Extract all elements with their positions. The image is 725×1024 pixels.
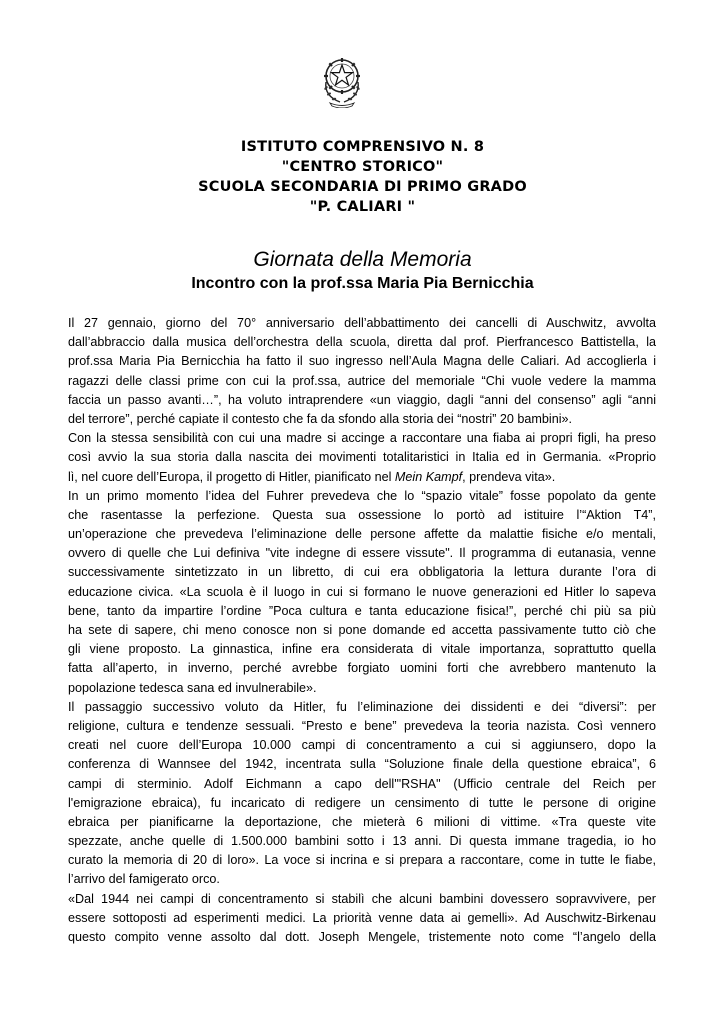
body-line: bene, tanto da impartire l’ordine ”Poca cultura e tanta educazione fisica!”, perché chi più sa più [68,603,656,618]
event-title: Giornata della Memoria [253,248,472,271]
body-line: fatta all’aperto, in inverno, perché avrebbe forgiato uomini forti che avrebbero mantenuto la [68,661,656,676]
body-text: , prendeva vita». [462,469,556,484]
body-line: ragazzi delle classi prime con cui la prof.ssa, autrice del memoriale “Chi vuole vedere la mamma [68,373,656,388]
body-line: ebraica per pianificarne la deportazione, che mieterà 6 milioni di vittime. «Tra queste vite [68,814,656,829]
body-line: curato la memoria di 20 di loro». La voce si incrina e si prepara a raccontare, come in tutte le fiabe, [68,853,656,868]
event-subtitle: Incontro con la prof.ssa Maria Pia Bernicchia [191,275,534,292]
body-line: questo compito venne assolto dal dott. Joseph Mengele, tristemente noto come “l’angelo della [68,930,656,944]
body-line: «Dal 1944 nei campi di concentramento si stabilì che alcuni bambini dovessero sopravvivere, per [68,891,656,906]
body-line: l’arrivo del famigerato orco. [68,872,220,887]
italian-republic-emblem-icon [318,52,366,108]
body-line: faccia un passo avanti…”, ha voluto intraprendere «un viaggio, dagli “anni del consenso” agli “anni [68,392,656,407]
body-line: così avvio la sua storia dalla nascita dei movimenti totalitaristici in Italia ed in Germania. «Proprio [68,450,656,465]
body-line: spezzate, anche quelle di 1.500.000 bambini sotto i 13 anni. Di questa immane tragedia, io ho [68,834,656,849]
body-line: Il 27 gennaio, giorno del 70° anniversario dell’abbattimento dei cancelli di Auschwitz, avvolta [68,316,656,330]
body-line: campi di sterminio. Adolf Eichmann a capo dell'"RSHA" (Ufficio centrale del Reich per [68,776,656,791]
school-name: ISTITUTO COMPRENSIVO N. 8 [240,139,485,155]
body-line: l'emigrazione ebraica), fu incaricato di redigere un censimento di tutte le persone di origine [68,795,656,810]
body-line: Il passaggio successivo voluto da Hitler, fu l’eliminazione dei dissidenti e dei “diversi”: per [68,699,656,714]
school-header [0,137,725,217]
body-line: ha sete di sapere, chi meno conosce non si pone domande ed accetta passivamente tutto ciò che [68,623,656,637]
body-line: creati nel cuore dell’Europa 10.000 campi di concentramento a cui si aggiunsero, dopo la [68,738,656,753]
body-line: Con la stessa sensibilità con cui una madre si accinge a raccontare una fiaba ai propri figli, ha preso [68,431,656,446]
body-line [68,468,656,487]
body-line: prof.ssa Maria Pia Bernicchia ha fatto il suo ingresso nell’Aula Magna delle Caliari. Ad accoglierla i [68,354,656,369]
school-level: SCUOLA SECONDARIA DI PRIMO GRADO [198,179,527,195]
body-line: gli viene proposto. La ginnastica, infine era considerata di vitale importanza, soprattutto quella [68,642,656,657]
body-line: conferenza di Wannsee del 1942, incentrata sulla “Soluzione finale della questione ebraica”, 6 [68,757,656,772]
body-line: dall’abbraccio dalla musica dell’orchestra della scuola, diretta dal prof. Pierfrancesco Battistella, la [68,335,656,350]
body-line: un’operazione che prevedeva l’eliminazione delle persone affette da malattie fisiche e/o mentali, [68,527,656,542]
body-line: successivamente sintetizzato in un libretto, di cui era obbligatoria la lettura durante l’ora di [68,565,656,580]
body-text: lì, nel cuore dell’Europa, il progetto di Hitler, pianificato nel [68,469,395,484]
book-title: Mein Kampf [394,469,463,484]
body-line: popolazione tedesca sana ed invulnerabile». [68,680,317,695]
body-line: ovvero di quelle che Lui definiva "vite indegne di essere vissute". Il programma di eutanasia, venne [68,546,656,561]
body-line: religione, cultura e tendenze sessuali. “Presto e bene” prevedeva la teoria nazista. Così vennero [68,718,656,733]
article-body [68,314,656,947]
body-line: del terrore”, perché capiate il contesto che fa da sfondo alla storia dei “nostri” 20 bambini». [68,411,573,426]
body-line: che rasentasse la perfezione. Questa sua ossessione lo portò ad istituire l’“Aktion T4”, [68,507,656,522]
body-line: educazione civica. «La scuola è il luogo in cui si formano le nuove generazioni ed Hitler lo sapeva [68,584,656,599]
body-line: In un primo momento l’idea del Fuhrer prevedeva che lo “spazio vitale” fosse popolato da gente [68,488,656,503]
school-site: "P. CALIARI " [309,199,416,215]
body-line: essere sottoposti ad esperimenti medici. La priorità venne data ai gemelli». Ad Auschwitz-Birkenau [68,910,656,925]
school-branch: "CENTRO STORICO" [281,159,444,175]
